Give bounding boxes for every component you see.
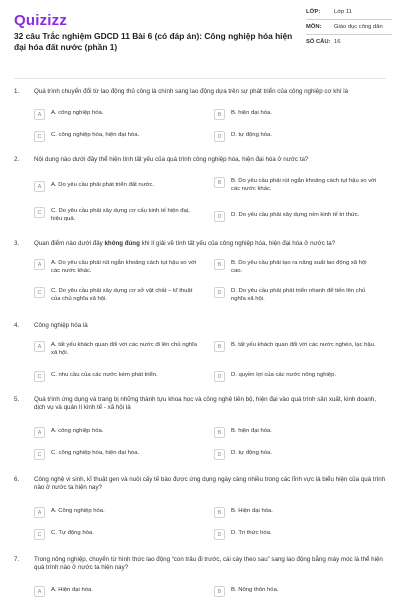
question-text: Nội dung nào dưới đây thể hiện tính tất yếu của quá trình công nghiệp hóa, hiện đại hóa ở nước ta? — [34, 156, 309, 163]
option-text: C. công nghiệp hóa, hiện đại hóa. — [51, 450, 140, 456]
option-letter: C — [34, 287, 45, 298]
option-letter: B — [214, 177, 225, 188]
quizizz-logo[interactable]: Quizizz — [14, 12, 68, 29]
question-text: Quá trình ứng dụng và trang bị những thành tựu khoa học và công nghệ tiên bộ, hiện đại vào quá trình sản xuất, kinh doanh, dịch vụ và quản lí kinh tế - xã hội là — [34, 396, 376, 412]
option-b[interactable] — [214, 342, 379, 352]
info-divider — [306, 19, 392, 20]
question-number: 6. — [14, 476, 20, 483]
option-d[interactable] — [214, 132, 379, 142]
option-b[interactable] — [214, 508, 379, 518]
option-text: A. Công nghiệp hóa. — [51, 508, 105, 514]
option-letter: D — [214, 371, 225, 382]
option-text: A. Do yêu cầu phải phát triển đất nước. — [51, 182, 155, 188]
option-letter: D — [214, 131, 225, 142]
worksheet-title: 32 câu Trắc nghiệm GDCD 11 Bài 6 (có đáp án): Công nghiệp hóa hiện đại hóa đất nước (phần 1) — [14, 31, 293, 52]
option-d[interactable] — [214, 212, 379, 222]
option-text: C. nhu cầu của các nước kém phát triển. — [51, 372, 158, 378]
question-text: Trong nông nghiệp, chuyển từ hình thức lao động “con trâu đi trước, cái cày theo sau” sang lao động bằng máy móc là thể hiện quá trình nào ở nước ta hiện nay? — [34, 556, 383, 572]
option-text: C. Do yêu cầu phải xây dựng cơ sở vật chất – kĩ thuật của chủ nghĩa xã hội. — [51, 288, 193, 302]
question-text: Công nghiệp hóa là — [34, 322, 88, 329]
option-text: D. quyền lợi của các nước nông nghiệp. — [231, 372, 336, 378]
option-c[interactable] — [34, 450, 199, 460]
info-key: MÔN: — [306, 24, 322, 30]
option-b[interactable] — [214, 260, 379, 275]
question-emphasis: không đúng — [104, 240, 140, 247]
info-key: SỐ CÂU: — [306, 39, 331, 45]
option-a[interactable] — [34, 260, 199, 275]
option-letter: A — [34, 586, 45, 597]
option-b[interactable] — [214, 110, 379, 120]
question-text-part: khi lí giải về tính tất yếu của công nghiệp hóa, hiện đại hóa ở nước ta? — [139, 240, 336, 247]
option-text: A. Do yêu cầu phải rút ngắn khoảng cách tụt hậu so với các nước khác. — [51, 260, 197, 274]
header-divider — [14, 78, 386, 79]
option-b[interactable] — [214, 428, 379, 438]
option-letter: A — [34, 427, 45, 438]
option-d[interactable] — [214, 372, 379, 382]
option-a[interactable] — [34, 428, 199, 438]
info-value: 16 — [334, 39, 341, 45]
worksheet-header — [0, 0, 400, 78]
info-divider — [306, 34, 392, 35]
option-letter: C — [34, 529, 45, 540]
option-letter: A — [34, 181, 45, 192]
option-c[interactable] — [34, 208, 199, 223]
option-letter: B — [214, 427, 225, 438]
option-letter: A — [34, 109, 45, 120]
option-a[interactable] — [34, 182, 199, 192]
option-c[interactable] — [34, 132, 199, 142]
question-text-part: Quan điểm nào dưới đây — [34, 240, 105, 247]
option-text: B. hiện đại hóa. — [231, 110, 272, 116]
option-text: A. công nghiệp hóa. — [51, 110, 104, 116]
option-text: D. tự động hóa. — [231, 132, 272, 138]
option-a[interactable] — [34, 110, 199, 120]
option-letter: B — [214, 586, 225, 597]
option-c[interactable] — [34, 530, 199, 540]
option-letter: D — [214, 211, 225, 222]
info-key: LỚP: — [306, 9, 321, 15]
option-text: C. Do yêu cầu phải xây dựng cơ cấu kinh tế hiện đại, hiệu quả. — [51, 208, 190, 222]
option-letter: C — [34, 131, 45, 142]
info-box — [306, 9, 392, 46]
option-a[interactable] — [34, 508, 199, 518]
option-letter: A — [34, 507, 45, 518]
option-text: C. Tự động hóa. — [51, 530, 94, 536]
option-text: D. Do yêu cầu phải phát triển nhanh để tiến lên chủ nghĩa xã hội. — [231, 288, 366, 302]
question-number: 1. — [14, 88, 20, 95]
question-text: Công nghệ vi sinh, kĩ thuật gen và nuôi cấy tế bào được ứng dụng ngày càng nhiều trong các lĩnh vực là biểu hiện của quá trình nào ở nước ta hiện nay? — [34, 476, 386, 492]
option-letter: B — [214, 109, 225, 120]
option-text: A. Hiện đại hóa. — [51, 587, 93, 593]
option-d[interactable] — [214, 288, 379, 303]
option-letter: C — [34, 207, 45, 218]
option-letter: D — [214, 449, 225, 460]
option-letter: B — [214, 259, 225, 270]
option-letter: B — [214, 341, 225, 352]
option-letter: A — [34, 341, 45, 352]
option-text: A. tất yếu khách quan đối với các nước đi lên chủ nghĩa xã hội. — [51, 342, 197, 356]
option-d[interactable] — [214, 530, 379, 540]
option-letter: A — [34, 259, 45, 270]
option-text: A. công nghiệp hóa. — [51, 428, 104, 434]
option-text: D. tự động hóa. — [231, 450, 272, 456]
option-text: B. Nông thôn hóa. — [231, 587, 279, 593]
info-value: Lớp 11 — [334, 9, 352, 15]
option-letter: D — [214, 287, 225, 298]
question-number: 5. — [14, 396, 20, 403]
option-text: C. công nghiệp hóa, hiện đại hóa. — [51, 132, 140, 138]
option-text: B. Hiện đại hóa. — [231, 508, 273, 514]
question-number: 2. — [14, 156, 20, 163]
info-row-subject — [306, 24, 392, 31]
option-text: B. Do yêu cầu phải rút ngắn khoảng cách tụt hậu so với các nước khác. — [231, 178, 377, 192]
option-a[interactable] — [34, 587, 199, 597]
option-letter: D — [214, 529, 225, 540]
option-letter: C — [34, 449, 45, 460]
info-row-question-count — [306, 39, 392, 46]
option-letter: B — [214, 507, 225, 518]
info-value: Giáo dục công dân — [334, 24, 383, 30]
option-a[interactable] — [34, 342, 199, 357]
option-text: B. Do yêu cầu phải tạo ra năng suất lao động xã hội cao. — [231, 260, 367, 274]
option-text: B. hiện đại hóa. — [231, 428, 272, 434]
option-text: D. Do yêu cầu phải xây dựng nền kinh tế tri thức. — [231, 212, 360, 218]
question-number: 7. — [14, 556, 20, 563]
question-number: 3. — [14, 240, 20, 247]
question-text: Quá trình chuyển đổi từ lao động thủ công là chính sang lao động dựa trên sự phát triển của công nghiệp cơ khí là — [34, 88, 349, 95]
question-number: 4. — [14, 322, 20, 329]
option-b[interactable] — [214, 587, 379, 597]
question-text — [34, 240, 386, 248]
option-c[interactable] — [34, 288, 199, 303]
option-text: B. tất yếu khách quan đối với các nước nghèo, lạc hậu. — [231, 342, 376, 348]
option-text: D. Tri thức hóa. — [231, 530, 272, 536]
info-row-class — [306, 9, 392, 16]
option-d[interactable] — [214, 450, 379, 460]
option-letter: C — [34, 371, 45, 382]
option-c[interactable] — [34, 372, 199, 382]
option-b[interactable] — [214, 178, 379, 193]
